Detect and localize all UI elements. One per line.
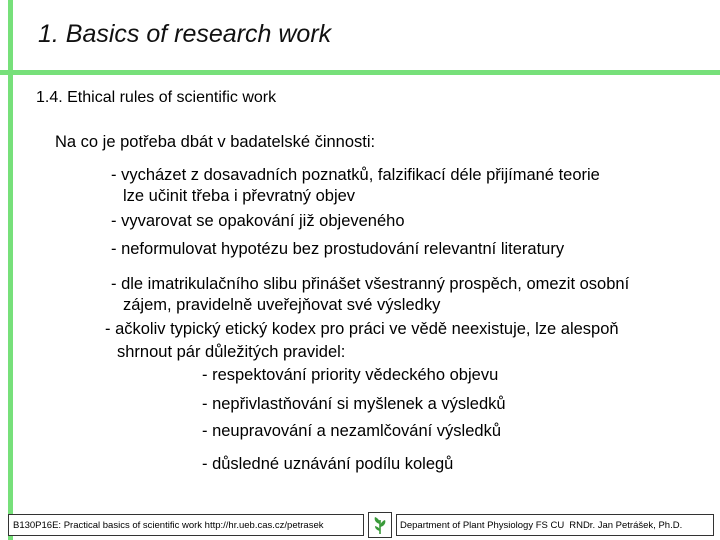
sub-bullet-line: - důsledné uznávání podílu kolegů xyxy=(202,455,454,473)
left-accent-line xyxy=(8,0,13,540)
plant-logo-icon xyxy=(368,512,392,538)
section-subtitle: 1.4. Ethical rules of scientific work xyxy=(36,89,277,106)
bullet-line: - vyvarovat se opakování již objeveného xyxy=(111,212,405,230)
footer-bar xyxy=(0,512,720,540)
footer-author: RNDr. Jan Petrášek, Ph.D. xyxy=(569,520,683,531)
bullet-continuation: zájem, pravidelně uveřejňovat své výsledky xyxy=(123,296,441,314)
sub-bullet-line: - respektování priority vědeckého objevu xyxy=(202,366,499,384)
footer-author-info xyxy=(396,514,714,536)
sub-bullet-line: - neupravování a nezamlčování výsledků xyxy=(202,422,501,440)
bullet-line: - neformulovat hypotézu bez prostudování relevantní literatury xyxy=(111,240,565,258)
sub-bullet-line: - nepřivlastňování si myšlenek a výsledků xyxy=(202,395,506,413)
bullet-continuation: shrnout pár důležitých pravidel: xyxy=(117,343,346,361)
slide-title: 1. Basics of research work xyxy=(38,20,332,48)
intro-text: Na co je potřeba dbát v badatelské činnosti: xyxy=(55,133,376,151)
footer-department: Department of Plant Physiology FS CU xyxy=(400,520,565,531)
footer-course-info: B130P16E: Practical basics of scientific work http://hr.ueb.cas.cz/petrasek xyxy=(8,514,364,536)
bullet-continuation: lze učinit třeba i převratný objev xyxy=(123,187,356,205)
title-underline xyxy=(0,70,720,75)
bullet-line: - ačkoliv typický etický kodex pro práci ve vědě neexistuje, lze alespoň xyxy=(105,320,619,338)
bullet-line: - vycházet z dosavadních poznatků, falzifikací déle přijímané teorie xyxy=(111,166,600,184)
bullet-line: - dle imatrikulačního slibu přinášet všestranný prospěch, omezit osobní xyxy=(111,275,630,293)
